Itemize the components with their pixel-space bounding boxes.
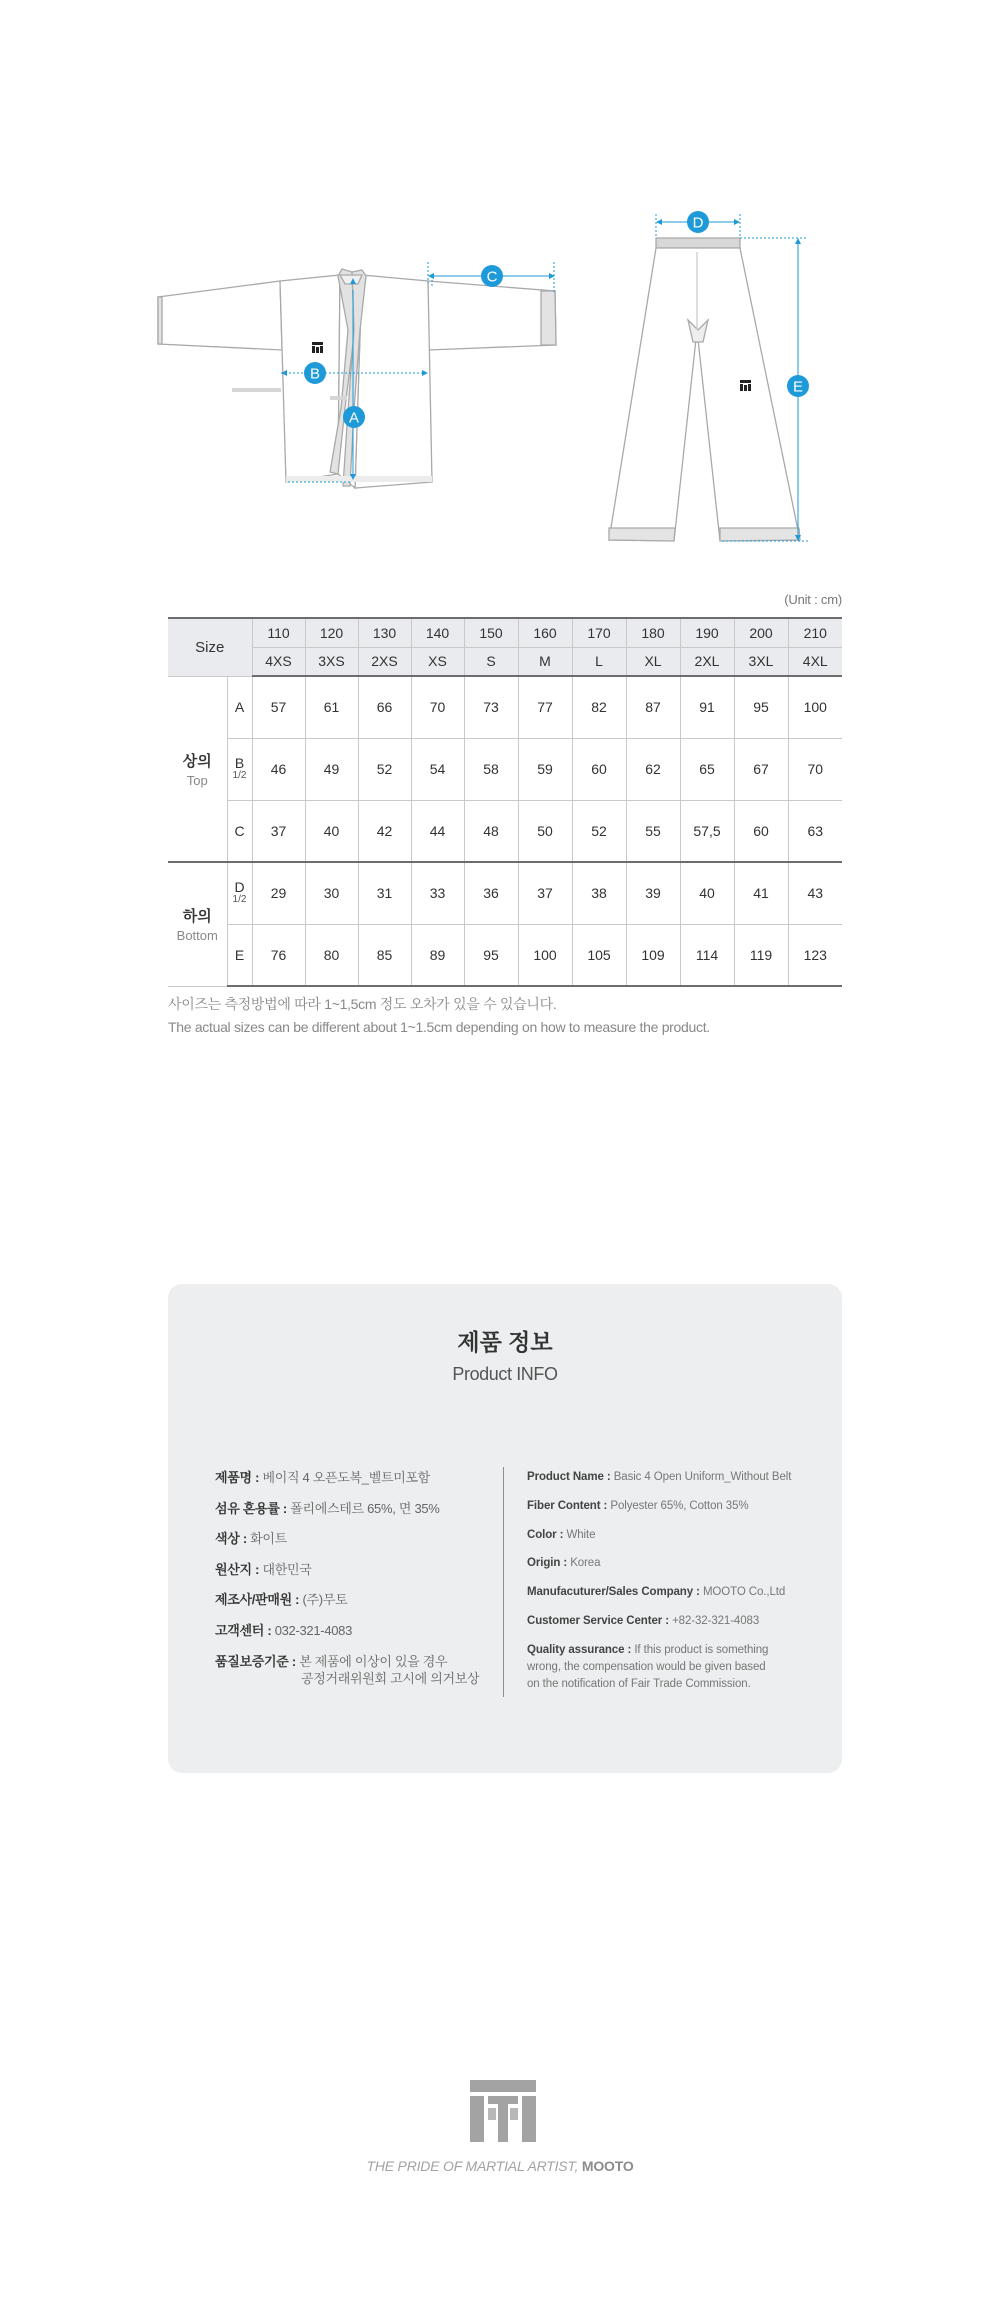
brand-name: MOOTO bbox=[581, 2158, 634, 2174]
pants-logo-icon bbox=[740, 380, 751, 391]
mooto-logo-icon bbox=[470, 2080, 536, 2142]
size-number: 110 bbox=[252, 618, 305, 647]
table-cell: 41 bbox=[734, 862, 788, 924]
table-cell: 37 bbox=[518, 862, 572, 924]
table-row-bottom-d bbox=[168, 862, 842, 924]
table-cell: 57 bbox=[252, 676, 305, 738]
table-cell: 59 bbox=[518, 738, 572, 800]
info-row-maker-en: Manufacuturer/Sales Company : MOOTO Co.,Ltd bbox=[527, 1586, 786, 1599]
table-cell: 61 bbox=[305, 676, 358, 738]
info-row-service: 고객센터 : 032-321-4083 bbox=[215, 1622, 353, 1638]
svg-text:E: E bbox=[792, 378, 804, 396]
table-cell: 57,5 bbox=[680, 800, 734, 862]
size-diagram bbox=[0, 0, 1000, 580]
table-cell: 100 bbox=[788, 676, 842, 738]
info-row-name: 제품명 : 베이직 4 오픈도복_벨트미포함 bbox=[215, 1470, 431, 1485]
size-number: 210 bbox=[788, 618, 842, 647]
product-info-en bbox=[527, 1469, 827, 1690]
table-cell: 60 bbox=[572, 738, 626, 800]
size-label: L bbox=[572, 647, 626, 676]
size-label: XL bbox=[626, 647, 680, 676]
size-label: 2XL bbox=[680, 647, 734, 676]
info-row-origin-en: Origin : Korea bbox=[527, 1557, 601, 1570]
size-note-en: The actual sizes can be different about 1~1.5cm depending on how to measure the product. bbox=[168, 1019, 710, 1035]
size-notes bbox=[168, 993, 868, 1039]
size-number: 180 bbox=[626, 618, 680, 647]
table-cell: 36 bbox=[464, 862, 518, 924]
table-cell: 80 bbox=[305, 924, 358, 986]
size-number: 130 bbox=[358, 618, 411, 647]
info-row-name-en: Product Name : Basic 4 Open Uniform_Without Belt bbox=[527, 1471, 792, 1483]
table-cell: 119 bbox=[734, 924, 788, 986]
unit-note: (Unit : cm) bbox=[784, 592, 842, 607]
marker-a bbox=[343, 406, 365, 428]
table-cell: 44 bbox=[411, 800, 464, 862]
svg-text:B: B bbox=[309, 365, 321, 383]
footer-tagline: THE PRIDE OF MARTIAL ARTIST, MOOTO bbox=[366, 2158, 634, 2174]
table-cell: 76 bbox=[252, 924, 305, 986]
table-cell: 49 bbox=[305, 738, 358, 800]
table-cell: 95 bbox=[734, 676, 788, 738]
info-row-fiber: 섬유 혼용률 : 폴리에스테르 65%, 면 35% bbox=[215, 1500, 440, 1516]
product-info-panel bbox=[168, 1284, 842, 1773]
size-label: M bbox=[518, 647, 572, 676]
info-divider bbox=[503, 1467, 504, 1697]
info-row-color: 색상 : 화이트 bbox=[215, 1531, 287, 1547]
size-number: 120 bbox=[305, 618, 358, 647]
group-label-top: 상의 Top bbox=[168, 676, 227, 862]
marker-d bbox=[687, 211, 709, 233]
table-cell: 87 bbox=[626, 676, 680, 738]
pants-illustration bbox=[609, 238, 800, 541]
info-row-origin: 원산지 : 대한민국 bbox=[215, 1561, 312, 1577]
measurement-name: A bbox=[227, 676, 252, 738]
table-cell: 55 bbox=[626, 800, 680, 862]
size-label: S bbox=[464, 647, 518, 676]
size-label: 3XS bbox=[305, 647, 358, 676]
table-cell: 63 bbox=[788, 800, 842, 862]
svg-text:A: A bbox=[348, 409, 360, 427]
size-table bbox=[168, 617, 842, 987]
svg-text:D: D bbox=[692, 214, 704, 232]
size-number: 160 bbox=[518, 618, 572, 647]
size-number: 200 bbox=[734, 618, 788, 647]
size-label: 4XL bbox=[788, 647, 842, 676]
measurement-name: C bbox=[227, 800, 252, 862]
info-row-maker: 제조사/판매원 : (주)무토 bbox=[215, 1592, 348, 1608]
table-cell: 37 bbox=[252, 800, 305, 862]
table-cell: 52 bbox=[358, 738, 411, 800]
table-cell: 43 bbox=[788, 862, 842, 924]
size-number: 170 bbox=[572, 618, 626, 647]
measurement-name: D 1/2 bbox=[227, 862, 252, 924]
measurement-name: B 1/2 bbox=[227, 738, 252, 800]
size-number-row bbox=[168, 618, 842, 647]
table-cell: 33 bbox=[411, 862, 464, 924]
table-cell: 95 bbox=[464, 924, 518, 986]
product-info-subtitle: Product INFO bbox=[452, 1364, 558, 1384]
size-label: 2XS bbox=[358, 647, 411, 676]
table-cell: 40 bbox=[305, 800, 358, 862]
table-cell: 66 bbox=[358, 676, 411, 738]
info-row-color-en: Color : White bbox=[527, 1528, 596, 1541]
table-cell: 52 bbox=[572, 800, 626, 862]
table-cell: 100 bbox=[518, 924, 572, 986]
table-row-bottom-e bbox=[168, 924, 842, 986]
info-row-service-en: Customer Service Center : +82-32-321-4083 bbox=[527, 1614, 760, 1627]
table-cell: 85 bbox=[358, 924, 411, 986]
table-cell: 91 bbox=[680, 676, 734, 738]
table-cell: 50 bbox=[518, 800, 572, 862]
size-number: 140 bbox=[411, 618, 464, 647]
table-cell: 60 bbox=[734, 800, 788, 862]
size-number: 150 bbox=[464, 618, 518, 647]
size-label: 3XL bbox=[734, 647, 788, 676]
jacket-logo-icon bbox=[312, 342, 323, 353]
table-cell: 40 bbox=[680, 862, 734, 924]
table-cell: 30 bbox=[305, 862, 358, 924]
table-row-top-b bbox=[168, 738, 842, 800]
marker-e bbox=[787, 375, 809, 397]
info-row-quality-en: Quality assurance : If this product is something wrong, the compensation would be given based on the notification of Fair Trade Commission. bbox=[527, 1643, 769, 1690]
marker-b bbox=[304, 362, 326, 384]
svg-text:C: C bbox=[486, 268, 498, 286]
group-label-bottom: 하의 Bottom bbox=[168, 862, 227, 986]
info-row-fiber-en: Fiber Content : Polyester 65%, Cotton 35% bbox=[527, 1499, 749, 1512]
table-row-top-c bbox=[168, 800, 842, 862]
size-number: 190 bbox=[680, 618, 734, 647]
table-cell: 54 bbox=[411, 738, 464, 800]
table-cell: 67 bbox=[734, 738, 788, 800]
size-label: XS bbox=[411, 647, 464, 676]
product-info-ko bbox=[215, 1469, 515, 1686]
table-cell: 105 bbox=[572, 924, 626, 986]
table-cell: 82 bbox=[572, 676, 626, 738]
table-cell: 70 bbox=[788, 738, 842, 800]
table-cell: 31 bbox=[358, 862, 411, 924]
table-cell: 109 bbox=[626, 924, 680, 986]
table-cell: 123 bbox=[788, 924, 842, 986]
table-cell: 114 bbox=[680, 924, 734, 986]
info-row-quality: 품질보증기준 : 본 제품에 이상이 있을 경우 공정거래위원회 고시에 의거보상 bbox=[215, 1653, 480, 1686]
measurement-name: E bbox=[227, 924, 252, 986]
product-info-title: 제품 정보 bbox=[457, 1329, 553, 1355]
size-header: Size bbox=[168, 618, 252, 676]
table-cell: 42 bbox=[358, 800, 411, 862]
jacket-illustration bbox=[158, 269, 556, 488]
table-cell: 48 bbox=[464, 800, 518, 862]
table-cell: 77 bbox=[518, 676, 572, 738]
marker-c bbox=[481, 265, 503, 287]
size-label-row bbox=[168, 647, 842, 676]
table-cell: 58 bbox=[464, 738, 518, 800]
table-cell: 65 bbox=[680, 738, 734, 800]
table-cell: 89 bbox=[411, 924, 464, 986]
table-cell: 39 bbox=[626, 862, 680, 924]
table-cell: 73 bbox=[464, 676, 518, 738]
size-note-ko: 사이즈는 측정방법에 따라 1~1,5cm 정도 오차가 있을 수 있습니다. bbox=[168, 996, 557, 1012]
table-cell: 38 bbox=[572, 862, 626, 924]
table-cell: 70 bbox=[411, 676, 464, 738]
size-label: 4XS bbox=[252, 647, 305, 676]
table-cell: 29 bbox=[252, 862, 305, 924]
table-cell: 46 bbox=[252, 738, 305, 800]
table-cell: 62 bbox=[626, 738, 680, 800]
table-row-top-a bbox=[168, 676, 842, 738]
